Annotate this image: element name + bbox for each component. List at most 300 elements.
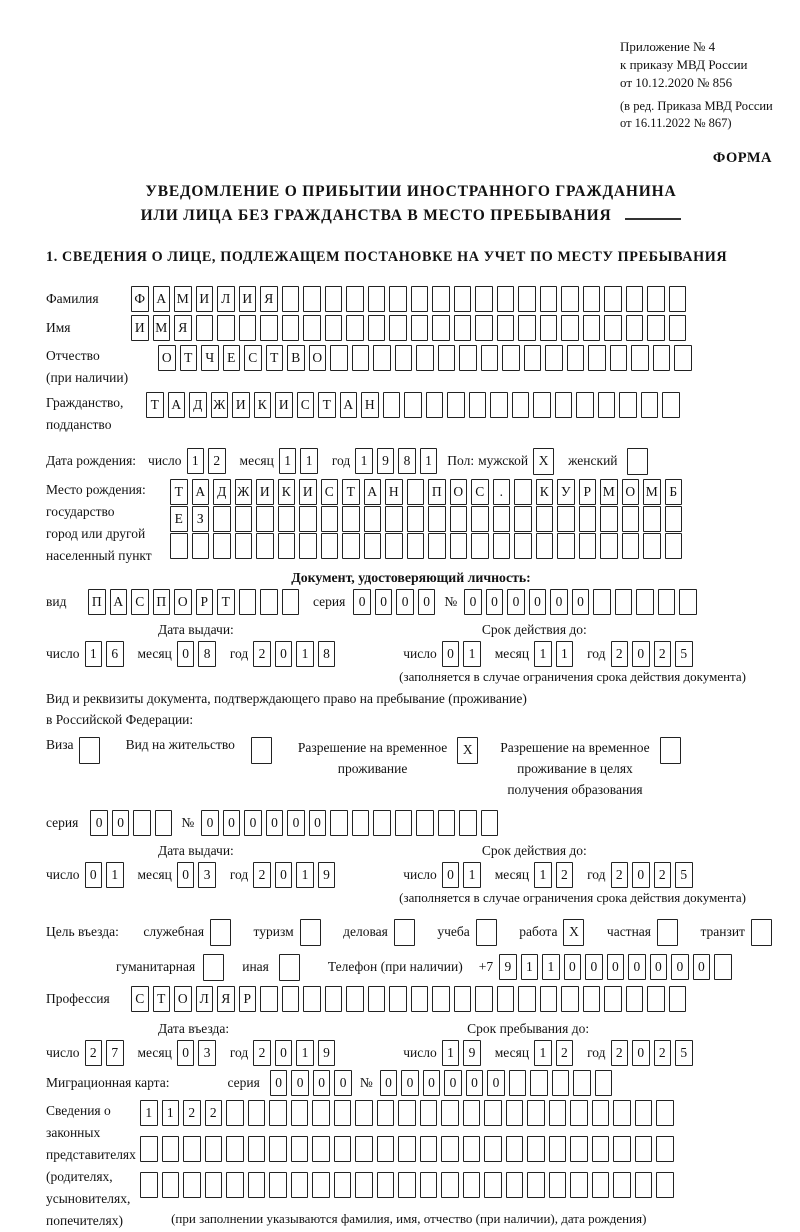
char-box[interactable]: 0 (266, 810, 284, 836)
char-box[interactable] (454, 286, 472, 312)
char-box[interactable] (459, 810, 477, 836)
char-box[interactable] (604, 986, 622, 1012)
char-box[interactable] (248, 1100, 266, 1126)
char-box[interactable] (377, 1172, 395, 1198)
char-box[interactable]: Ж (235, 479, 253, 505)
char-box[interactable]: 0 (693, 954, 711, 980)
purpose-private-checkbox[interactable] (657, 919, 678, 946)
char-box[interactable] (471, 506, 489, 532)
char-box[interactable] (583, 986, 601, 1012)
female-checkbox[interactable] (627, 448, 648, 475)
char-box[interactable] (536, 506, 554, 532)
char-box[interactable]: И (196, 286, 214, 312)
char-box[interactable]: 0 (529, 589, 547, 615)
char-box[interactable]: О (174, 986, 192, 1012)
char-box[interactable] (447, 392, 465, 418)
char-box[interactable] (626, 315, 644, 341)
visa-checkbox[interactable] (79, 737, 100, 764)
char-box[interactable] (484, 1172, 502, 1198)
char-box[interactable] (291, 1172, 309, 1198)
char-box[interactable] (450, 533, 468, 559)
char-box[interactable] (506, 1172, 524, 1198)
char-box[interactable] (162, 1172, 180, 1198)
char-box[interactable] (454, 315, 472, 341)
char-box[interactable] (567, 345, 585, 371)
char-box[interactable] (282, 986, 300, 1012)
char-box[interactable] (665, 506, 683, 532)
char-box[interactable] (385, 533, 403, 559)
char-box[interactable] (411, 315, 429, 341)
char-box[interactable] (484, 1100, 502, 1126)
char-box[interactable]: П (428, 479, 446, 505)
char-box[interactable] (155, 810, 173, 836)
char-box[interactable]: У (557, 479, 575, 505)
char-box[interactable]: Р (579, 479, 597, 505)
char-box[interactable]: 2 (556, 1040, 574, 1066)
char-box[interactable] (518, 986, 536, 1012)
char-box[interactable] (656, 1172, 674, 1198)
char-box[interactable] (355, 1172, 373, 1198)
char-box[interactable] (714, 954, 732, 980)
char-box[interactable] (416, 345, 434, 371)
char-box[interactable]: 0 (487, 1070, 505, 1096)
char-box[interactable] (549, 1136, 567, 1162)
char-box[interactable] (502, 345, 520, 371)
char-box[interactable] (557, 533, 575, 559)
char-box[interactable]: 1 (296, 641, 314, 667)
char-box[interactable] (346, 286, 364, 312)
char-box[interactable] (506, 1100, 524, 1126)
char-box[interactable]: Н (361, 392, 379, 418)
char-box[interactable] (475, 986, 493, 1012)
char-box[interactable] (226, 1100, 244, 1126)
char-box[interactable] (368, 986, 386, 1012)
char-box[interactable]: 1 (442, 1040, 460, 1066)
char-box[interactable] (441, 1172, 459, 1198)
char-box[interactable] (205, 1136, 223, 1162)
char-box[interactable] (527, 1136, 545, 1162)
char-box[interactable] (260, 986, 278, 1012)
char-box[interactable] (352, 345, 370, 371)
char-box[interactable] (260, 589, 278, 615)
char-box[interactable] (545, 345, 563, 371)
char-box[interactable] (441, 1100, 459, 1126)
char-box[interactable] (303, 286, 321, 312)
char-box[interactable]: 0 (466, 1070, 484, 1096)
char-box[interactable]: . (493, 479, 511, 505)
char-box[interactable] (217, 315, 235, 341)
char-box[interactable]: П (153, 589, 171, 615)
char-box[interactable]: 1 (534, 641, 552, 667)
char-box[interactable]: К (536, 479, 554, 505)
char-box[interactable]: 0 (607, 954, 625, 980)
char-box[interactable] (404, 392, 422, 418)
char-box[interactable]: 5 (675, 641, 693, 667)
char-box[interactable]: 9 (377, 448, 395, 474)
char-box[interactable]: 1 (162, 1100, 180, 1126)
purpose-transit-checkbox[interactable] (751, 919, 772, 946)
char-box[interactable]: 2 (611, 862, 629, 888)
char-box[interactable] (595, 1070, 613, 1096)
char-box[interactable]: 0 (309, 810, 327, 836)
char-box[interactable] (352, 810, 370, 836)
char-box[interactable] (373, 810, 391, 836)
char-box[interactable] (364, 506, 382, 532)
char-box[interactable]: Т (153, 986, 171, 1012)
char-box[interactable] (312, 1172, 330, 1198)
char-box[interactable] (355, 1100, 373, 1126)
char-box[interactable]: 1 (534, 862, 552, 888)
char-box[interactable] (235, 533, 253, 559)
char-box[interactable] (325, 286, 343, 312)
char-box[interactable]: Я (260, 286, 278, 312)
char-box[interactable]: 1 (106, 862, 124, 888)
char-box[interactable] (514, 479, 532, 505)
char-box[interactable]: Р (196, 589, 214, 615)
char-box[interactable] (635, 1100, 653, 1126)
char-box[interactable] (416, 810, 434, 836)
char-box[interactable] (662, 392, 680, 418)
char-box[interactable] (377, 1100, 395, 1126)
char-box[interactable]: 0 (177, 862, 195, 888)
char-box[interactable]: А (364, 479, 382, 505)
char-box[interactable]: 0 (628, 954, 646, 980)
char-box[interactable] (490, 392, 508, 418)
char-box[interactable]: 8 (318, 641, 336, 667)
char-box[interactable] (469, 392, 487, 418)
char-box[interactable] (643, 506, 661, 532)
char-box[interactable]: О (450, 479, 468, 505)
char-box[interactable] (373, 345, 391, 371)
char-box[interactable]: 0 (380, 1070, 398, 1096)
char-box[interactable] (282, 315, 300, 341)
char-box[interactable] (196, 315, 214, 341)
char-box[interactable] (346, 986, 364, 1012)
char-box[interactable]: 0 (275, 862, 293, 888)
char-box[interactable]: О (309, 345, 327, 371)
char-box[interactable] (312, 1136, 330, 1162)
char-box[interactable] (183, 1172, 201, 1198)
char-box[interactable]: 0 (313, 1070, 331, 1096)
char-box[interactable]: Т (318, 392, 336, 418)
char-box[interactable]: 0 (275, 1040, 293, 1066)
char-box[interactable]: О (158, 345, 176, 371)
char-box[interactable] (626, 986, 644, 1012)
char-box[interactable]: 2 (183, 1100, 201, 1126)
char-box[interactable] (592, 1100, 610, 1126)
char-box[interactable] (604, 286, 622, 312)
char-box[interactable]: 0 (396, 589, 414, 615)
char-box[interactable] (588, 345, 606, 371)
char-box[interactable]: 0 (486, 589, 504, 615)
char-box[interactable]: И (131, 315, 149, 341)
char-box[interactable]: С (131, 986, 149, 1012)
char-box[interactable]: 2 (253, 641, 271, 667)
char-box[interactable] (552, 1070, 570, 1096)
char-box[interactable] (669, 315, 687, 341)
char-box[interactable] (383, 392, 401, 418)
char-box[interactable] (389, 315, 407, 341)
char-box[interactable]: О (174, 589, 192, 615)
char-box[interactable] (334, 1172, 352, 1198)
male-checkbox[interactable]: X (533, 448, 554, 475)
char-box[interactable] (576, 392, 594, 418)
char-box[interactable] (426, 392, 444, 418)
char-box[interactable] (604, 315, 622, 341)
char-box[interactable]: И (299, 479, 317, 505)
char-box[interactable]: 1 (420, 448, 438, 474)
char-box[interactable] (407, 506, 425, 532)
char-box[interactable]: 2 (253, 1040, 271, 1066)
char-box[interactable] (570, 1100, 588, 1126)
char-box[interactable] (527, 1100, 545, 1126)
char-box[interactable] (278, 533, 296, 559)
char-box[interactable] (269, 1136, 287, 1162)
char-box[interactable]: 0 (401, 1070, 419, 1096)
char-box[interactable]: 0 (550, 589, 568, 615)
char-box[interactable] (420, 1136, 438, 1162)
char-box[interactable] (321, 506, 339, 532)
char-box[interactable] (493, 506, 511, 532)
char-box[interactable] (330, 345, 348, 371)
char-box[interactable]: М (153, 315, 171, 341)
char-box[interactable]: 0 (375, 589, 393, 615)
char-box[interactable]: К (278, 479, 296, 505)
char-box[interactable]: 0 (418, 589, 436, 615)
char-box[interactable]: 0 (507, 589, 525, 615)
char-box[interactable] (432, 286, 450, 312)
char-box[interactable] (514, 533, 532, 559)
char-box[interactable]: Т (180, 345, 198, 371)
char-box[interactable]: И (275, 392, 293, 418)
char-box[interactable] (385, 506, 403, 532)
char-box[interactable] (192, 533, 210, 559)
char-box[interactable]: Ж (211, 392, 229, 418)
char-box[interactable] (226, 1172, 244, 1198)
char-box[interactable]: А (340, 392, 358, 418)
char-box[interactable] (432, 986, 450, 1012)
char-box[interactable] (213, 533, 231, 559)
char-box[interactable] (239, 589, 257, 615)
char-box[interactable]: Б (665, 479, 683, 505)
char-box[interactable]: 0 (564, 954, 582, 980)
char-box[interactable] (475, 315, 493, 341)
char-box[interactable] (641, 392, 659, 418)
char-box[interactable]: 2 (654, 1040, 672, 1066)
char-box[interactable]: 2 (253, 862, 271, 888)
char-box[interactable] (555, 392, 573, 418)
char-box[interactable]: 5 (675, 862, 693, 888)
char-box[interactable]: З (192, 506, 210, 532)
char-box[interactable]: 2 (611, 1040, 629, 1066)
char-box[interactable]: 2 (85, 1040, 103, 1066)
char-box[interactable]: Т (266, 345, 284, 371)
char-box[interactable] (368, 315, 386, 341)
char-box[interactable] (579, 533, 597, 559)
char-box[interactable] (395, 810, 413, 836)
char-box[interactable] (509, 1070, 527, 1096)
char-box[interactable]: Е (170, 506, 188, 532)
char-box[interactable]: 1 (296, 862, 314, 888)
char-box[interactable]: И (232, 392, 250, 418)
char-box[interactable]: Т (170, 479, 188, 505)
char-box[interactable]: 2 (556, 862, 574, 888)
char-box[interactable] (518, 315, 536, 341)
char-box[interactable]: 0 (650, 954, 668, 980)
char-box[interactable] (454, 986, 472, 1012)
char-box[interactable] (441, 1136, 459, 1162)
char-box[interactable]: 2 (208, 448, 226, 474)
char-box[interactable] (674, 345, 692, 371)
char-box[interactable] (299, 533, 317, 559)
char-box[interactable] (636, 589, 654, 615)
char-box[interactable] (407, 479, 425, 505)
char-box[interactable]: 0 (201, 810, 219, 836)
char-box[interactable]: 0 (223, 810, 241, 836)
char-box[interactable]: А (168, 392, 186, 418)
char-box[interactable] (368, 286, 386, 312)
char-box[interactable]: 8 (198, 641, 216, 667)
char-box[interactable]: С (131, 589, 149, 615)
char-box[interactable] (291, 1100, 309, 1126)
char-box[interactable] (583, 315, 601, 341)
char-box[interactable] (256, 533, 274, 559)
char-box[interactable]: С (471, 479, 489, 505)
char-box[interactable]: 2 (654, 641, 672, 667)
char-box[interactable]: С (321, 479, 339, 505)
char-box[interactable] (162, 1136, 180, 1162)
char-box[interactable] (656, 1100, 674, 1126)
char-box[interactable] (282, 286, 300, 312)
char-box[interactable]: 2 (205, 1100, 223, 1126)
char-box[interactable] (260, 315, 278, 341)
char-box[interactable]: 0 (334, 1070, 352, 1096)
purpose-humanitarian-checkbox[interactable] (203, 954, 224, 981)
char-box[interactable] (481, 345, 499, 371)
char-box[interactable]: 1 (542, 954, 560, 980)
char-box[interactable]: 2 (654, 862, 672, 888)
char-box[interactable]: 0 (671, 954, 689, 980)
char-box[interactable]: Т (342, 479, 360, 505)
char-box[interactable] (269, 1100, 287, 1126)
char-box[interactable] (432, 315, 450, 341)
char-box[interactable] (235, 506, 253, 532)
char-box[interactable]: 1 (187, 448, 205, 474)
char-box[interactable] (593, 589, 611, 615)
char-box[interactable] (600, 506, 618, 532)
char-box[interactable]: 5 (675, 1040, 693, 1066)
purpose-other-checkbox[interactable] (279, 954, 300, 981)
char-box[interactable]: 0 (585, 954, 603, 980)
char-box[interactable]: 0 (177, 1040, 195, 1066)
char-box[interactable]: 1 (534, 1040, 552, 1066)
char-box[interactable] (428, 506, 446, 532)
char-box[interactable]: К (254, 392, 272, 418)
char-box[interactable] (549, 1100, 567, 1126)
char-box[interactable] (610, 345, 628, 371)
char-box[interactable]: И (239, 286, 257, 312)
char-box[interactable] (140, 1172, 158, 1198)
char-box[interactable] (205, 1172, 223, 1198)
char-box[interactable] (411, 286, 429, 312)
char-box[interactable] (291, 1136, 309, 1162)
char-box[interactable]: 6 (106, 641, 124, 667)
char-box[interactable] (573, 1070, 591, 1096)
char-box[interactable] (493, 533, 511, 559)
char-box[interactable] (398, 1172, 416, 1198)
char-box[interactable] (635, 1136, 653, 1162)
char-box[interactable] (420, 1172, 438, 1198)
char-box[interactable] (364, 533, 382, 559)
char-box[interactable]: 7 (106, 1040, 124, 1066)
char-box[interactable]: 9 (318, 862, 336, 888)
char-box[interactable]: 0 (177, 641, 195, 667)
char-box[interactable]: Л (217, 286, 235, 312)
char-box[interactable]: 0 (275, 641, 293, 667)
char-box[interactable]: С (244, 345, 262, 371)
char-box[interactable] (647, 286, 665, 312)
char-box[interactable] (540, 315, 558, 341)
char-box[interactable] (647, 986, 665, 1012)
char-box[interactable]: М (174, 286, 192, 312)
char-box[interactable]: Т (146, 392, 164, 418)
char-box[interactable] (481, 810, 499, 836)
char-box[interactable]: П (88, 589, 106, 615)
temp-residence-permit-checkbox[interactable]: X (457, 737, 478, 764)
char-box[interactable] (592, 1172, 610, 1198)
char-box[interactable] (613, 1136, 631, 1162)
char-box[interactable]: Я (217, 986, 235, 1012)
char-box[interactable] (321, 533, 339, 559)
char-box[interactable] (613, 1172, 631, 1198)
char-box[interactable]: И (256, 479, 274, 505)
char-box[interactable] (598, 392, 616, 418)
char-box[interactable]: 1 (521, 954, 539, 980)
char-box[interactable] (303, 986, 321, 1012)
char-box[interactable]: А (110, 589, 128, 615)
char-box[interactable] (600, 533, 618, 559)
char-box[interactable]: С (297, 392, 315, 418)
char-box[interactable] (355, 1136, 373, 1162)
char-box[interactable] (248, 1172, 266, 1198)
char-box[interactable] (579, 506, 597, 532)
purpose-work-checkbox[interactable]: X (563, 919, 584, 946)
char-box[interactable] (303, 315, 321, 341)
char-box[interactable]: 1 (355, 448, 373, 474)
char-box[interactable] (475, 286, 493, 312)
char-box[interactable] (133, 810, 151, 836)
char-box[interactable]: Т (217, 589, 235, 615)
char-box[interactable] (530, 1070, 548, 1096)
char-box[interactable] (512, 392, 530, 418)
char-box[interactable] (325, 986, 343, 1012)
char-box[interactable] (549, 1172, 567, 1198)
char-box[interactable]: 0 (632, 862, 650, 888)
char-box[interactable]: М (600, 479, 618, 505)
char-box[interactable] (389, 286, 407, 312)
char-box[interactable] (658, 589, 676, 615)
char-box[interactable] (557, 506, 575, 532)
char-box[interactable]: 3 (198, 862, 216, 888)
char-box[interactable] (622, 533, 640, 559)
char-box[interactable] (506, 1136, 524, 1162)
char-box[interactable] (398, 1100, 416, 1126)
char-box[interactable]: 0 (90, 810, 108, 836)
char-box[interactable] (669, 986, 687, 1012)
char-box[interactable] (583, 286, 601, 312)
char-box[interactable] (570, 1136, 588, 1162)
char-box[interactable] (346, 315, 364, 341)
